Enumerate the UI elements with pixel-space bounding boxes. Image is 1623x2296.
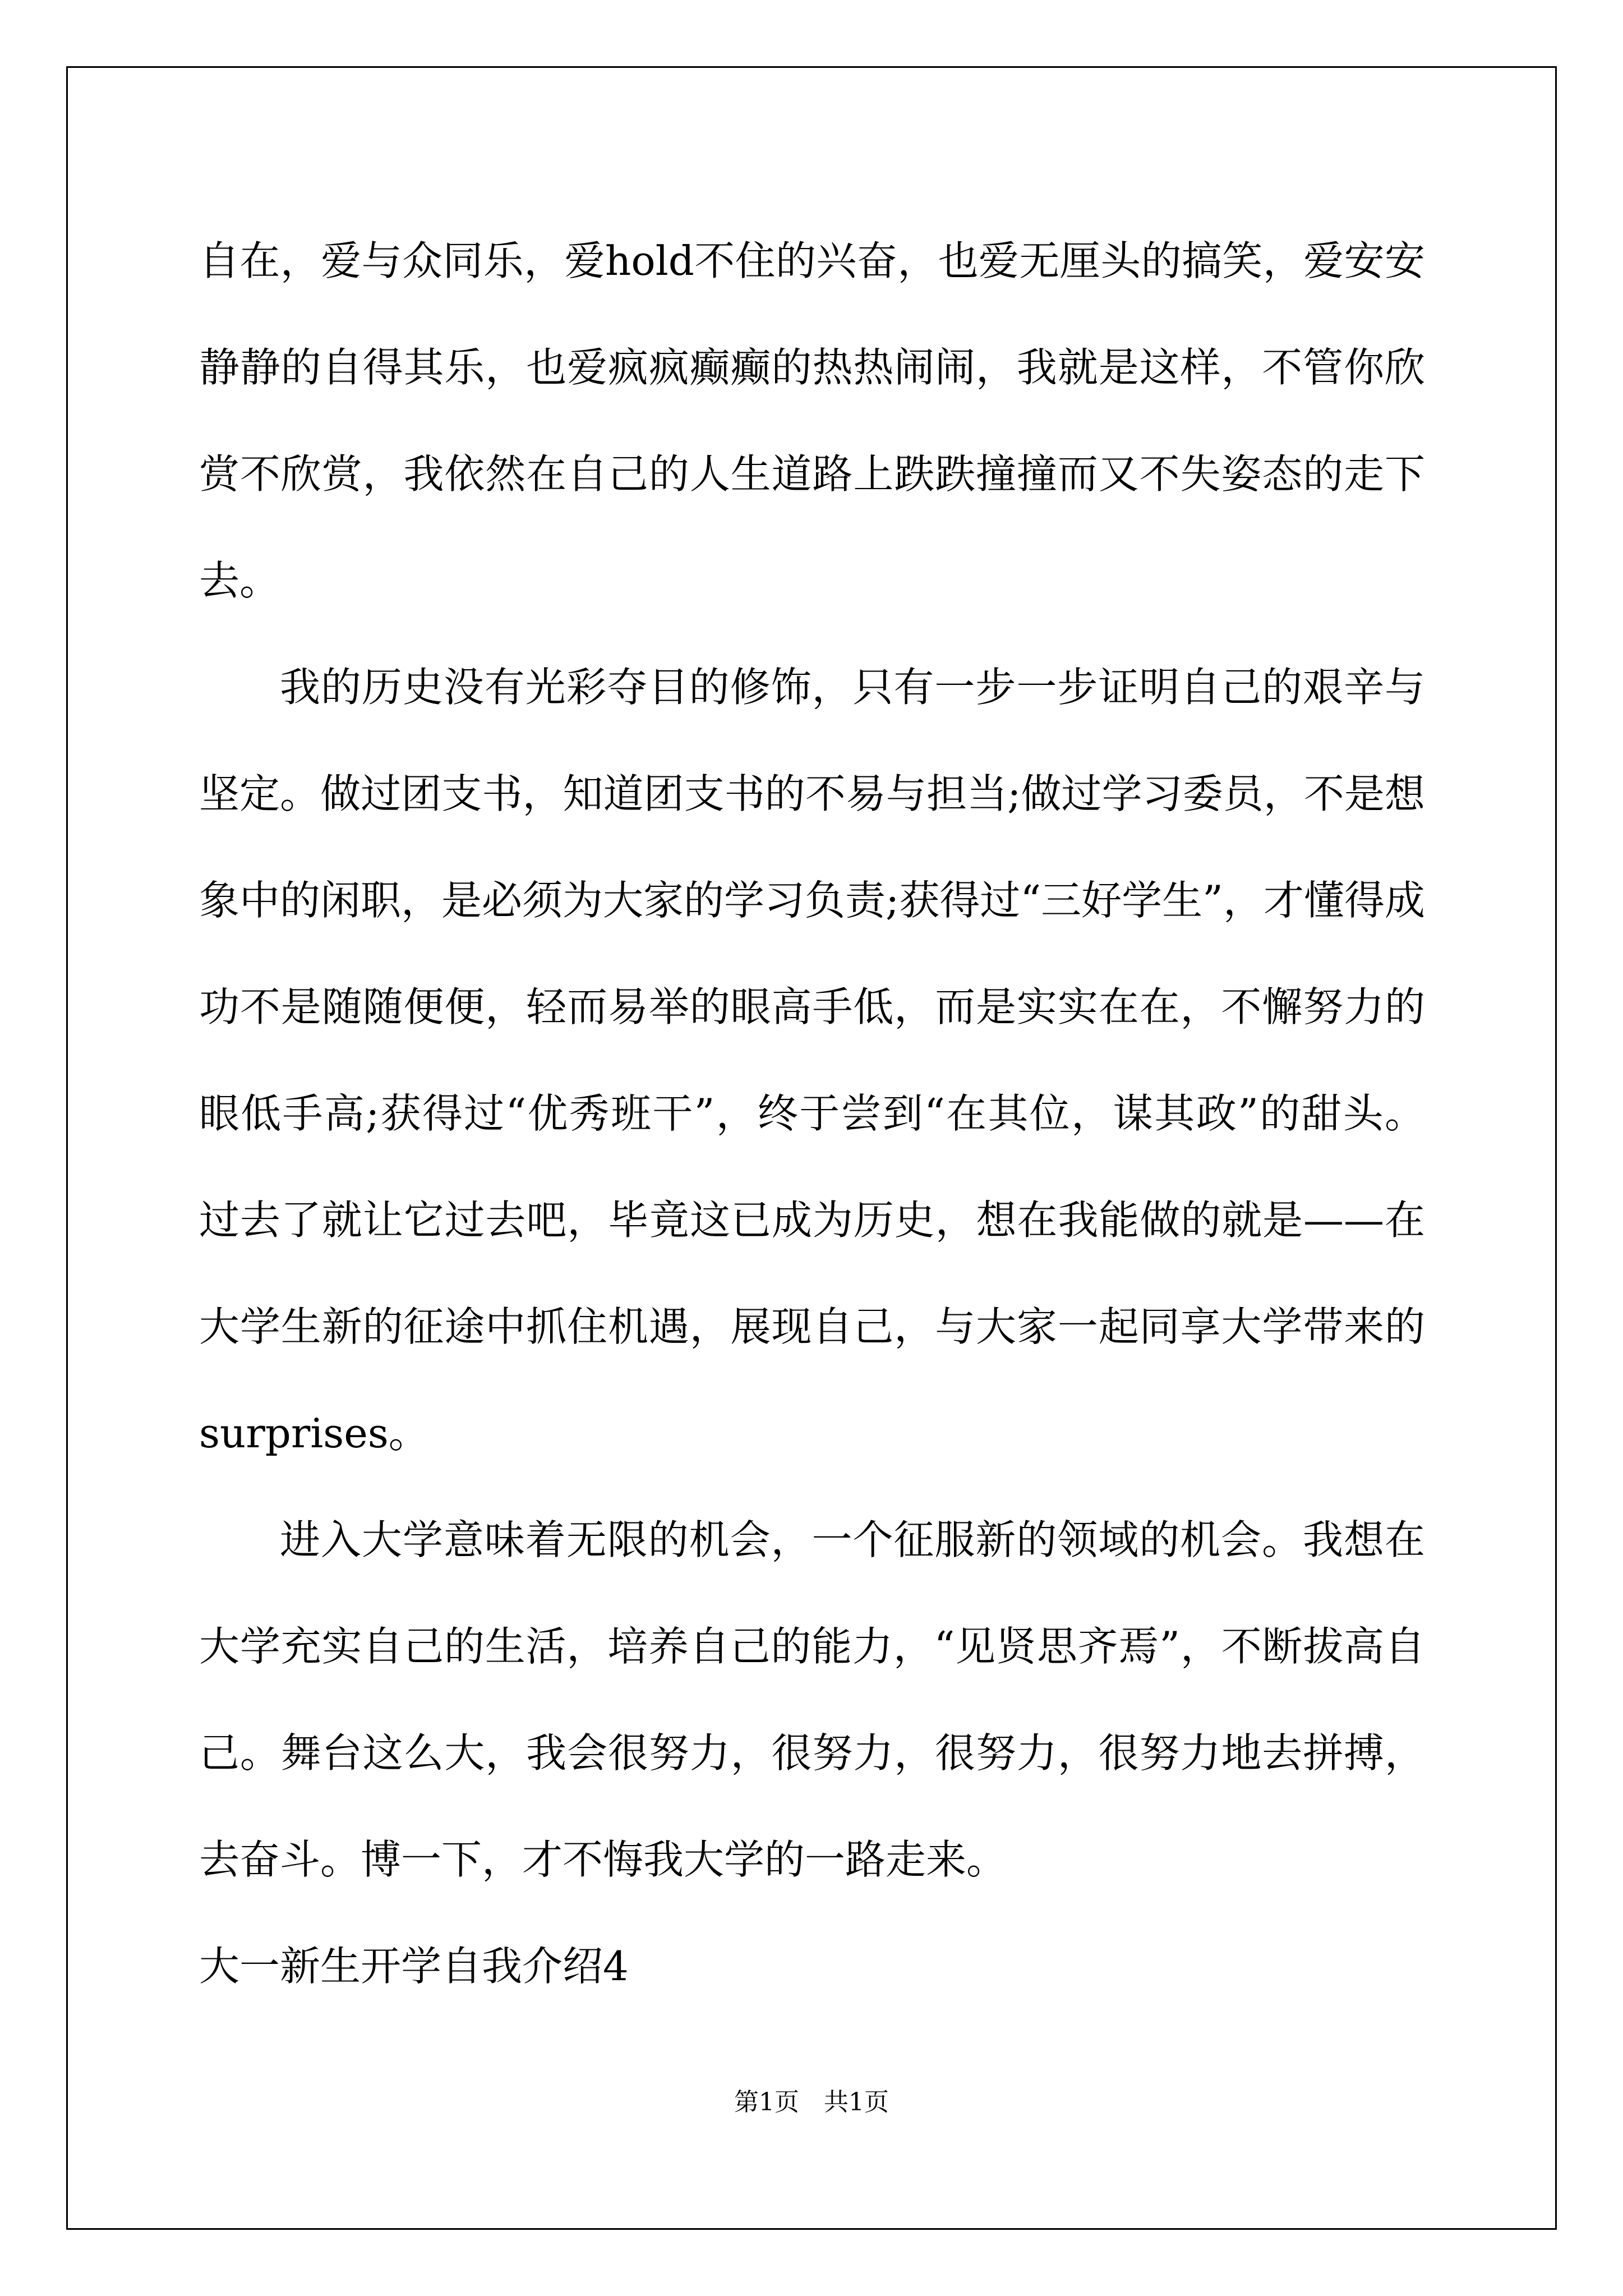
paragraph: 自在，爱与众同乐，爱hold不住的兴奋，也爱无厘头的搞笑，爱安安静静的自得其乐，也爱疯疯癫癫的热热闹闹，我就是这样，不管你欣赏不欣赏，我依然在自己的人生道路上跌跌撞撞而又不失姿态的走下去。: [199, 237, 1425, 604]
page-indicator: 第1页 共1页: [734, 2088, 889, 2116]
section-heading: 大一新生开学自我介绍4: [199, 1943, 629, 1990]
paragraph: 进入大学意味着无限的机会，一个征服新的领域的机会。我想在大学充实自己的生活，培养自己的能力，“见贤思齐焉”，不断拔高自己。舞台这么大，我会很努力，很努力，很努力，很努力地去拼搏，去奋斗。博一下，才不悔我大学的一路走来。: [199, 1516, 1425, 1883]
paragraph: 我的历史没有光彩夺目的修饰，只有一步一步证明自己的艰辛与坚定。做过团支书，知道团支书的不易与担当;做过学习委员，不是想象中的闲职，是必须为大家的学习负责;获得过“三好学生”，才懂得成功不是随随便便，轻而易举的眼高手低，而是实实在在，不懈努力的眼低手高;获得过“优秀班干”，终于尝到“在其位，谋其政”的甜头。过去了就让它过去吧，毕竟这已成为历史，想在我能做的就是——在大学生新的征途中抓住机遇，展现自己，与大家一起同享大学带来的surprises。: [199, 664, 1425, 1457]
document-body: [199, 208, 1425, 2019]
page-footer: [0, 2086, 1623, 2119]
